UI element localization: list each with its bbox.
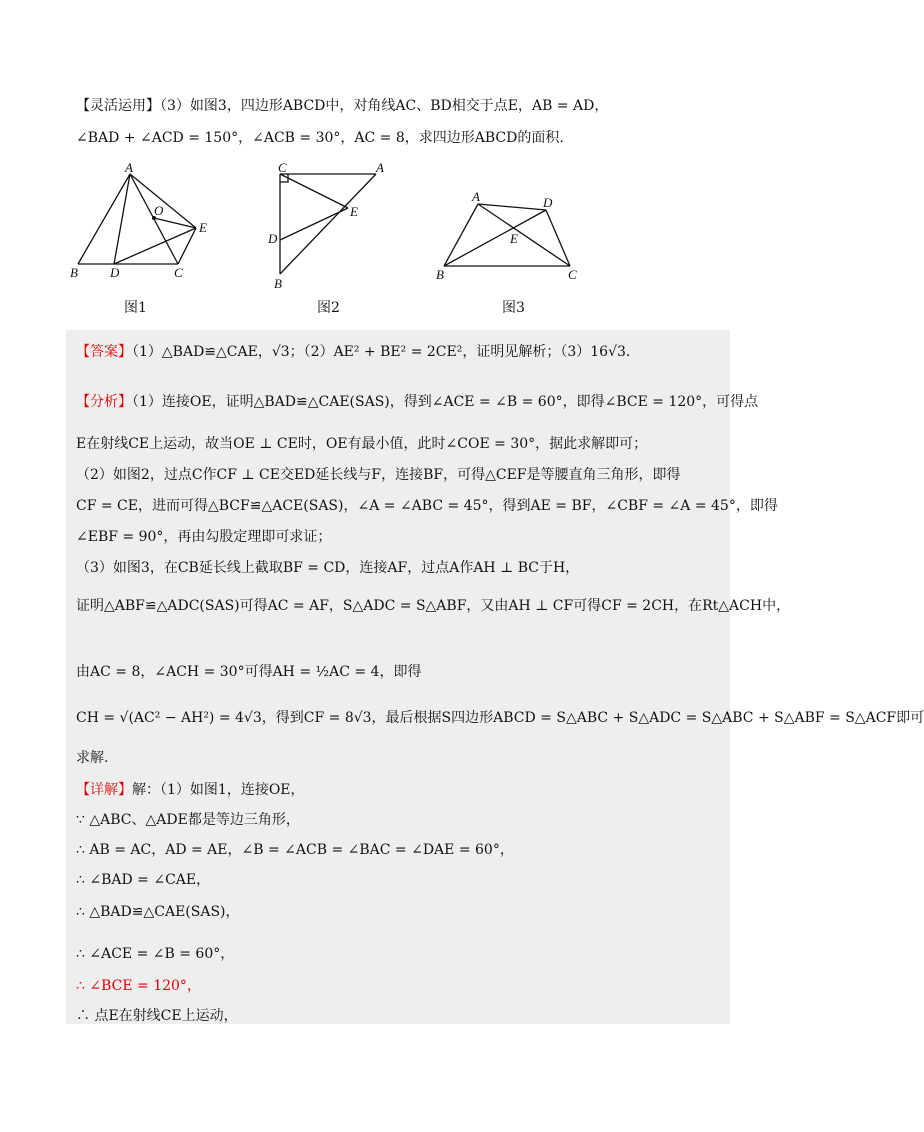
detail-line-8: ∴ 点E在射线CE上运动， (76, 1008, 238, 1024)
fig2-label-b: B (274, 276, 282, 291)
detail-line-5: ∴ △BAD≌△CAE(SAS)， (76, 904, 240, 920)
fig1-label-b: B (70, 265, 78, 280)
fig2-label-a: A (376, 160, 384, 175)
detail-line-2: ∵ △ABC、△ADE都是等边三角形， (76, 812, 300, 828)
figure-1 (66, 160, 226, 290)
fig3-label-a: A (472, 189, 480, 204)
detail-line-7: ∴ ∠BCE = 120°， (76, 978, 201, 994)
fig3-label-c: C (568, 267, 577, 282)
answer-tag: 【答案】 (76, 344, 132, 360)
analysis-line-5: ∠EBF = 90°，再由勾股定理即可求证； (76, 529, 332, 545)
analysis-line-3: （2）如图2，过点C作CF ⊥ CE交ED延长线与F，连接BF，可得△CEF是等腰直角三角形，即得 (76, 467, 681, 483)
fig2-label-e: E (350, 204, 358, 219)
fig1-label-c: C (174, 265, 183, 280)
analysis-line-9: CH = √(AC² − AH²) = 4√3，得到CF = 8√3，最后根据S四边形ABCD = S△ABC + S△ADC = S△ABC + S△ABF = S△ACF即可 (76, 710, 924, 726)
detail-tag: 【详解】 (76, 782, 132, 798)
figure-2 (266, 160, 406, 290)
analysis-line-6: （3）如图3，在CB延长线上截取BF = CD，连接AF，过点A作AH ⊥ BC于H， (76, 560, 580, 576)
analysis-line-4: CF = CE，进而可得△BCF≌△ACE(SAS)，∠A = ∠ABC = 45°，得到AE = BF，∠CBF = ∠A = 45°，即得 (76, 498, 778, 514)
detail-line-3: ∴ AB = AC，AD = AE，∠B = ∠ACB = ∠BAC = ∠DAE = 60°， (76, 842, 514, 858)
fig1-label-a: A (125, 160, 133, 175)
figure-1-caption: 图1 (124, 300, 147, 316)
figure-3 (430, 190, 590, 282)
analysis-tag: 【分析】 (76, 394, 132, 410)
fig1-label-e: E (199, 220, 207, 235)
figure-3-caption: 图3 (502, 300, 525, 316)
fig2-label-d: D (268, 231, 278, 246)
analysis-line-8: 由AC = 8，∠ACH = 30°可得AH = ½AC = 4，即得 (76, 664, 422, 680)
fig1-label-o: O (154, 203, 164, 218)
detail-line-4: ∴ ∠BAD = ∠CAE， (76, 872, 211, 888)
fig2-label-c: C (278, 160, 287, 175)
answer-line (76, 342, 640, 362)
fig3-label-d: D (543, 195, 553, 210)
analysis-line-1: 【分析】（1）连接OE，证明△BAD≌△CAE(SAS)，得到∠ACE = ∠B = 60°，即得∠BCE = 120°，可得点 (76, 394, 759, 410)
problem-line-1: 【灵活运用】（3）如图3，四边形ABCD中，对角线AC、BD相交于点E，AB = AD， (76, 98, 609, 114)
analysis-line-2: E在射线CE上运动，故当OE ⊥ CE时，OE有最小值，此时∠COE = 30°，据此求解即可； (76, 436, 648, 452)
fig3-label-e: E (510, 231, 518, 246)
analysis-line-7: 证明△ABF≌△ADC(SAS)可得AC = AF，S△ADC = S△ABF，又由AH ⊥ CF可得CF = 2CH，在Rt△ACH中， (76, 598, 791, 614)
detail-line-1: 【详解】解：（1）如图1，连接OE， (76, 782, 305, 798)
answer-text: （1）△BAD≌△CAE，√3；（2）AE² + BE² = 2CE²，证明见解析；（3）16√3． (132, 344, 640, 360)
fig3-label-b: B (436, 267, 444, 282)
analysis-line-10: 求解. (76, 750, 109, 766)
fig1-label-d: D (110, 265, 120, 280)
problem-line-2: ∠BAD + ∠ACD = 150°，∠ACB = 30°，AC = 8，求四边形ABCD的面积. (76, 130, 564, 146)
figure-2-caption: 图2 (317, 300, 340, 316)
detail-line-6: ∴ ∠ACE = ∠B = 60°， (76, 946, 235, 962)
